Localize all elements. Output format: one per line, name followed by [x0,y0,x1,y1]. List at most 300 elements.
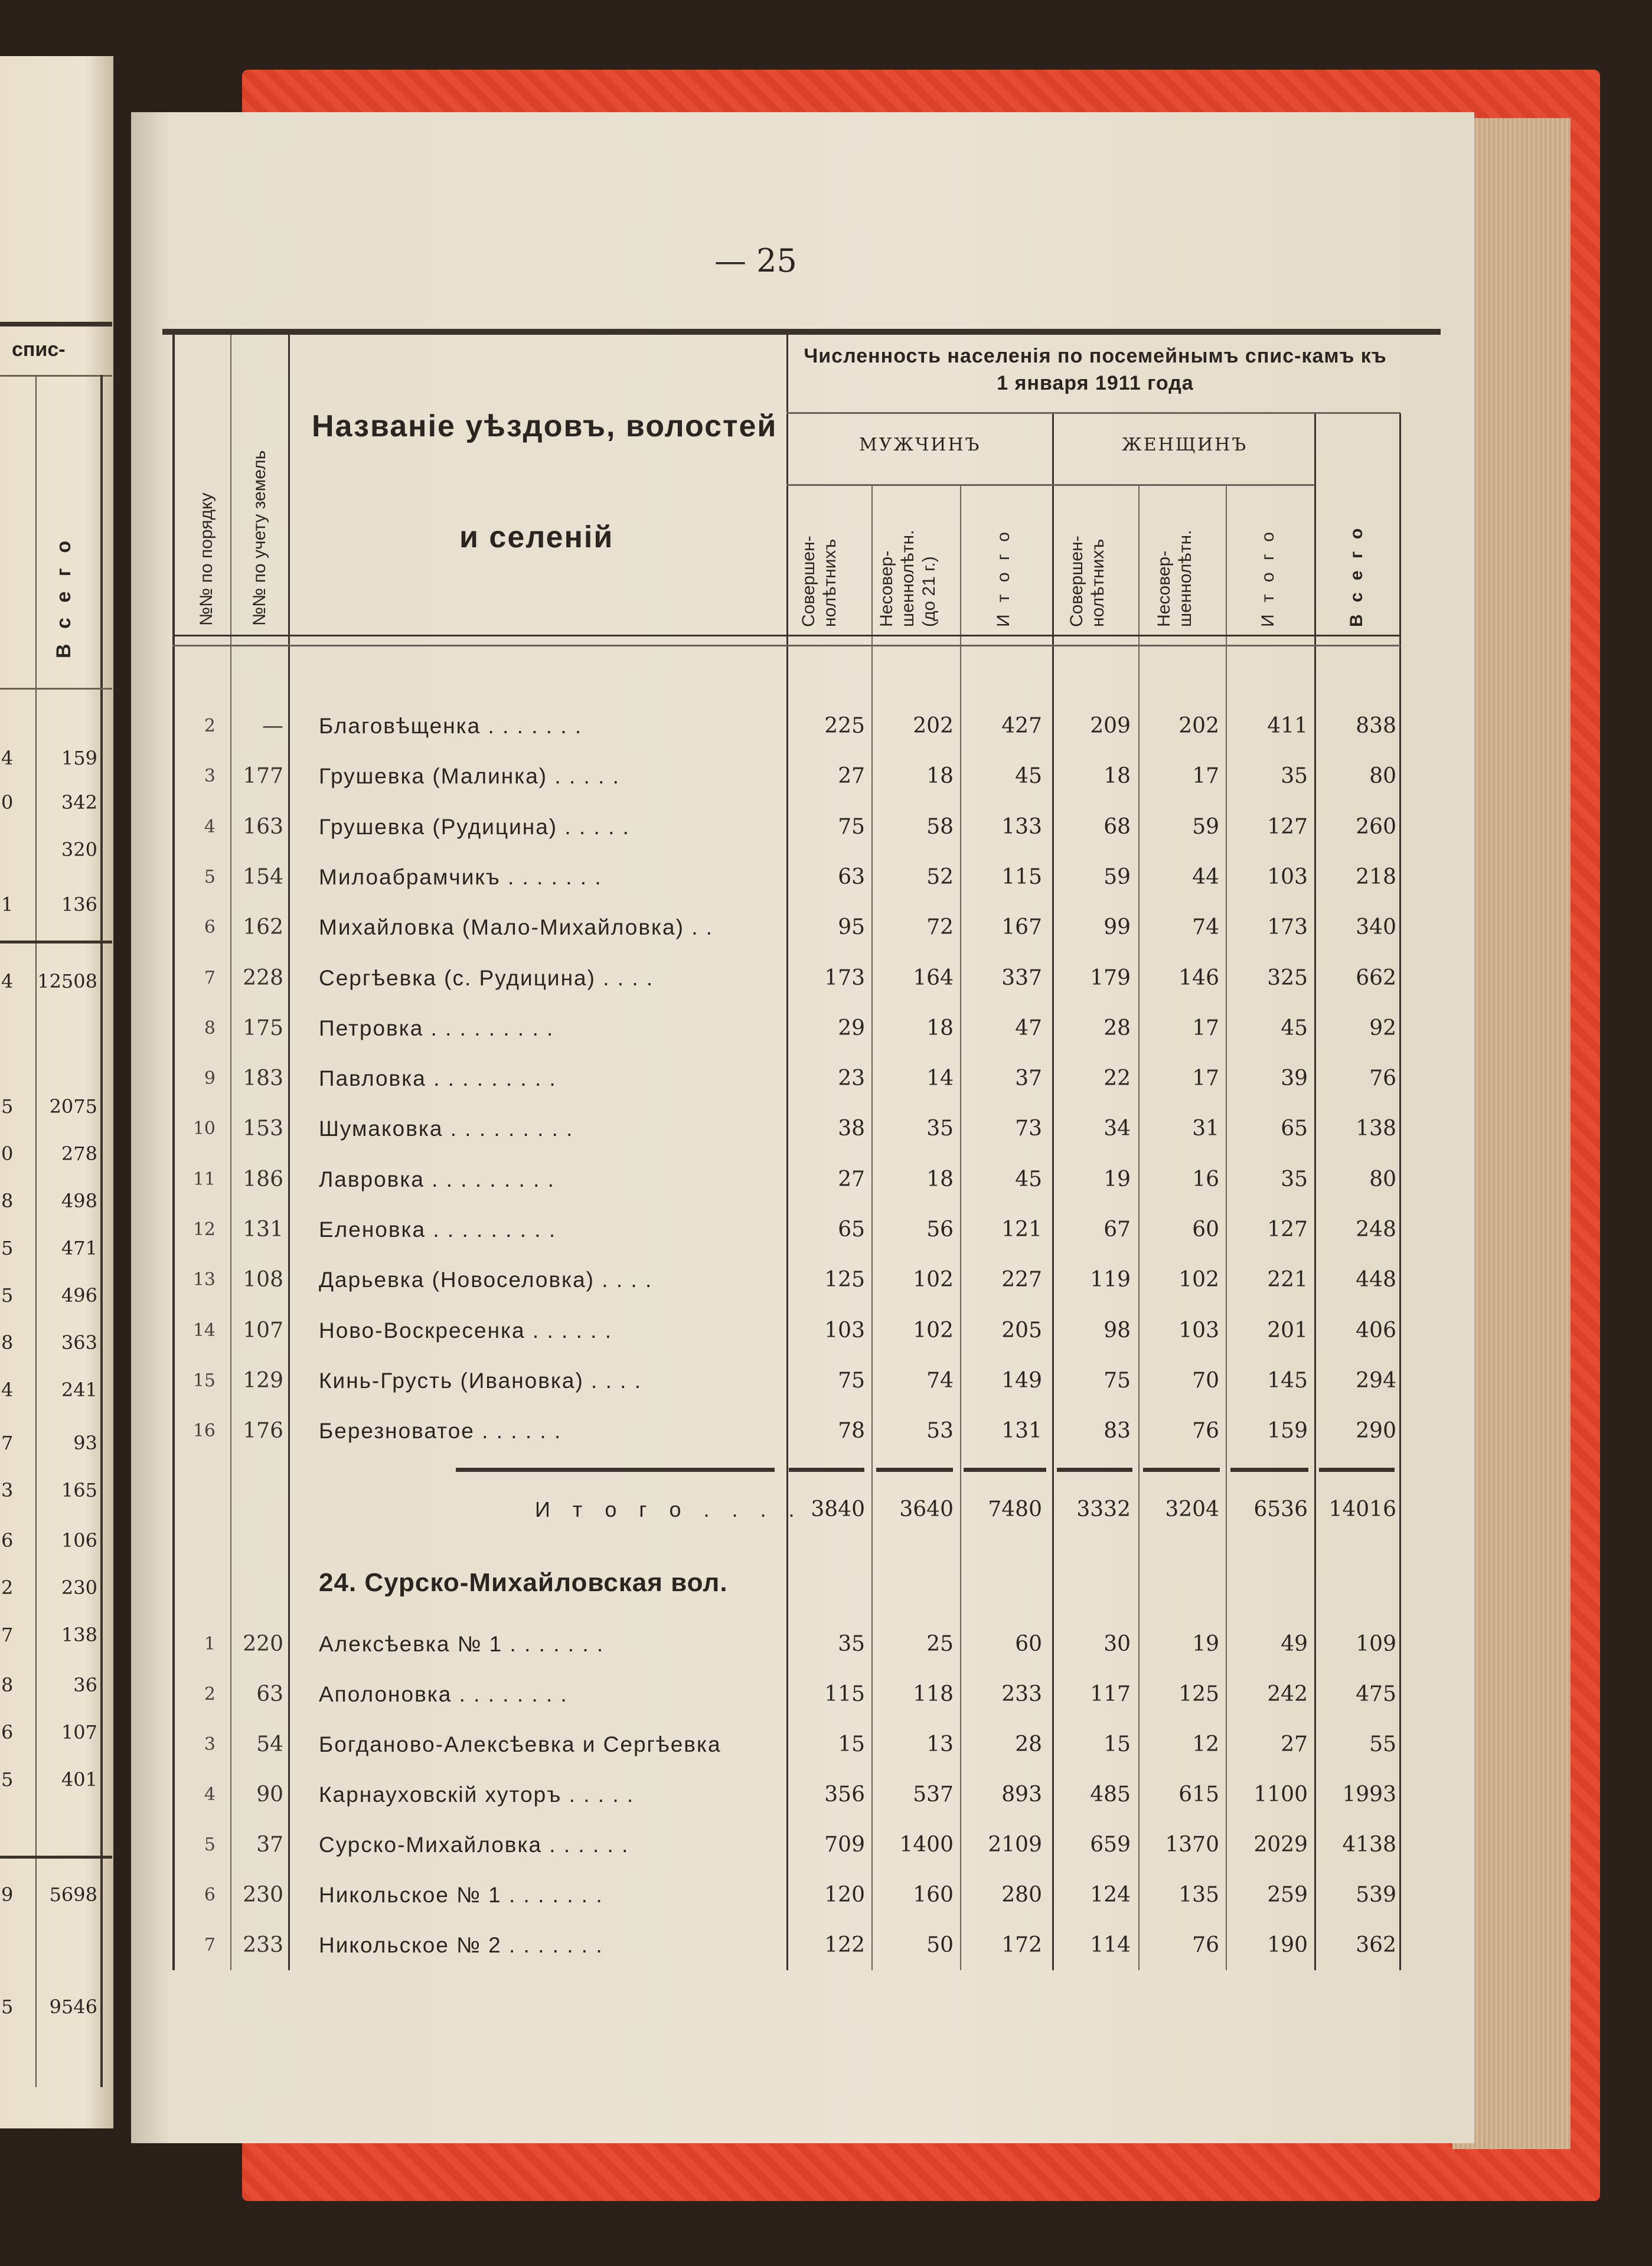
women-minor: 19 [1192,1632,1219,1656]
grand-total: 109 [1356,1632,1396,1656]
row-number: 5 [204,1834,216,1855]
table-row [177,1165,1396,1206]
land-register-number: 162 [243,915,283,940]
left-clipped-digit: 5 [1,1095,14,1118]
left-edge-rule [100,375,103,2087]
women-minor: 202 [1178,714,1219,738]
women-minor: 125 [1178,1682,1219,1706]
land-register-number: 186 [243,1167,283,1191]
women-adult: 75 [1103,1368,1131,1393]
grand-total: 362 [1356,1933,1396,1957]
men-minor: 58 [926,814,954,839]
left-column-header: В с е г о [53,536,75,658]
left-clipped-digit: 4 [1,970,14,992]
land-register-number: 183 [243,1066,283,1091]
left-clipped-digit: 4 [1,1379,14,1401]
men-total: 427 [1001,714,1042,738]
men-total: 133 [1001,814,1042,839]
men-minor: 53 [926,1419,954,1444]
women-adult: 209 [1090,714,1131,738]
row-number: 14 [192,1320,216,1341]
row-number: 6 [204,1885,216,1905]
left-total-value: 320 [61,838,97,861]
men-adult: 120 [824,1883,865,1907]
land-register-number: 54 [256,1732,283,1756]
table-row [177,1830,1396,1872]
men-minor: 118 [913,1682,954,1706]
men-minor: 202 [913,714,954,738]
table-row [177,762,1396,803]
men-adult: 29 [838,1016,865,1040]
settlement-name: Благовѣщенка . . . . . . . [319,714,583,738]
women-adult: 30 [1103,1632,1131,1656]
left-total-value: 471 [61,1237,97,1259]
men-minor: 1400 [899,1833,954,1857]
grand-total: 290 [1356,1419,1396,1444]
settlement-name: Аполоновка . . . . . . . . [319,1682,568,1706]
grand-total: 1993 [1342,1782,1396,1807]
men-total: 60 [1015,1632,1042,1656]
women-minor: 103 [1178,1318,1219,1343]
settlement-name: Дарьевка (Новоселовка) . . . . [319,1268,653,1292]
table-row [177,1416,1396,1458]
women-total: 1100 [1253,1782,1308,1807]
women-header: ЖЕНЩИНЪ [1122,435,1248,455]
grand-total: 406 [1356,1318,1396,1343]
left-total-value: 165 [61,1479,97,1501]
women-total: 173 [1267,915,1308,940]
table-row [177,1366,1396,1408]
women-minor: 70 [1192,1368,1219,1393]
total-rule-w2 [1143,1468,1220,1472]
women-minor: 16 [1192,1167,1219,1191]
left-clipped-digit: 7 [1,1432,14,1454]
table-row [177,1114,1396,1155]
settlement-name: Ново-Воскресенка . . . . . . [319,1318,612,1343]
women-total: 201 [1267,1318,1308,1343]
men-total: 47 [1015,1016,1042,1040]
women-total: 27 [1281,1732,1308,1756]
left-clipped-digit: 0 [1,791,14,814]
women-minor: 146 [1178,965,1219,990]
women-minor: 12 [1192,1732,1219,1756]
men-total: 233 [1001,1682,1042,1706]
land-register-number: 176 [243,1419,283,1444]
women-minor: 76 [1192,1933,1219,1957]
row-number: 4 [204,816,216,837]
settlement-name: Сурско-Михайловка . . . . . . [319,1833,629,1857]
left-total-value: 107 [61,1721,97,1743]
sub-header-grand: В с е г о [1347,524,1366,627]
land-register-number: 37 [256,1833,283,1857]
women-total: 145 [1267,1368,1308,1393]
women-total: 259 [1267,1883,1308,1907]
left-total-value: 363 [61,1331,97,1354]
col-header-order: №№ по порядку [197,492,216,626]
table-row [177,1014,1396,1055]
left-total-value: 106 [61,1529,97,1552]
men-total: 121 [1001,1217,1042,1242]
men-adult: 122 [824,1933,865,1957]
left-top-rule [0,322,112,326]
left-clipped-digit: 4 [1,747,14,769]
men-adult: 23 [838,1066,865,1091]
land-register-number: 154 [243,864,283,889]
land-register-number: 177 [243,764,283,789]
men-total: 280 [1001,1883,1042,1907]
men-total: 45 [1015,1167,1042,1191]
page-number: — 25 [714,242,797,279]
women-total: 159 [1267,1419,1308,1444]
population-header: Численность населенія по посемейнымъ спис-камъ къ 1 января 1911 года [804,345,1387,394]
header-rule-sex [786,484,1315,486]
land-register-number: 230 [243,1883,283,1907]
men-adult: 15 [838,1732,865,1756]
total-women-adult: 3332 [1076,1497,1131,1521]
men-total: 172 [1001,1933,1042,1957]
women-adult: 67 [1103,1217,1131,1242]
women-minor: 17 [1192,764,1219,789]
settlement-name: Михайловка (Мало-Михайловка) . . [319,915,714,940]
left-total-value: 12508 [37,970,97,992]
settlement-name: Петровка . . . . . . . . . [319,1016,554,1040]
row-number: 2 [204,1684,216,1705]
total-label: И т о г о . . . . [535,1497,803,1521]
women-adult: 114 [1090,1933,1131,1957]
grand-total: 475 [1356,1682,1396,1706]
women-adult: 15 [1103,1732,1131,1756]
women-minor: 17 [1192,1016,1219,1040]
women-adult: 98 [1103,1318,1131,1343]
women-adult: 117 [1090,1682,1131,1706]
left-total-value: 9546 [49,1996,97,2018]
men-total: 149 [1001,1368,1042,1393]
left-total-value: 159 [61,747,97,769]
header-rule-pop [786,412,1400,414]
women-total: 190 [1267,1933,1308,1957]
total-rule-m3 [964,1468,1046,1472]
row-number: 5 [204,866,216,887]
grand-total: 55 [1369,1732,1396,1756]
grand-total: 218 [1356,864,1396,889]
left-clipped-digit: 3 [1,1479,14,1501]
men-total: 115 [1001,864,1042,889]
total-women-total: 6536 [1253,1497,1308,1521]
men-adult: 709 [824,1833,865,1857]
settlement-name: Шумаковка . . . . . . . . . [319,1116,574,1141]
men-adult: 38 [838,1116,865,1141]
grand-total: 248 [1356,1217,1396,1242]
women-minor: 44 [1192,864,1219,889]
men-minor: 25 [926,1632,954,1656]
women-adult: 59 [1103,864,1131,889]
men-adult: 356 [824,1782,865,1807]
men-minor: 18 [926,764,954,789]
women-total: 221 [1267,1268,1308,1292]
men-minor: 50 [926,1933,954,1957]
left-total-value: 401 [61,1768,97,1791]
row-number: 15 [192,1370,216,1391]
table-row [177,812,1396,854]
settlement-name: Алексѣевка № 1 . . . . . . . [319,1632,605,1656]
table-row [177,863,1396,904]
table-row [177,1265,1396,1307]
land-register-number: 108 [243,1268,283,1292]
col-header-land: №№ по учету земель [250,450,269,626]
grand-total: 340 [1356,915,1396,940]
men-minor: 102 [913,1268,954,1292]
left-clipped-digit: 5 [1,1237,14,1259]
row-number: 2 [204,716,216,736]
grand-total: 80 [1369,1167,1396,1191]
grand-total: 539 [1356,1883,1396,1907]
sub-header-women-total: И т о г о [1258,528,1278,627]
grand-total: 294 [1356,1368,1396,1393]
women-total: 49 [1281,1632,1308,1656]
women-total: 103 [1267,864,1308,889]
total-row [177,1495,1396,1536]
table-row [177,913,1396,954]
left-clipped-digit: 6 [1,1529,14,1552]
grand-total: 138 [1356,1116,1396,1141]
total-all: 14016 [1328,1497,1396,1521]
men-adult: 225 [824,714,865,738]
left-clipped-digit: 8 [1,1331,14,1354]
row-number: 7 [204,1935,216,1955]
left-sum-rule-2 [0,1856,112,1859]
women-total: 325 [1267,965,1308,990]
women-total: 65 [1281,1116,1308,1141]
name-header-line1: Названіе уѣздовъ, волостей [312,409,778,443]
row-number: 11 [192,1168,216,1190]
grand-total: 662 [1356,965,1396,990]
header-bottom-rule-1 [172,635,1400,636]
women-minor: 17 [1192,1066,1219,1091]
women-total: 35 [1281,764,1308,789]
men-header: МУЖЧИНЪ [859,435,981,455]
left-total-value: 93 [73,1432,97,1454]
men-total: 227 [1001,1268,1042,1292]
land-register-number: 90 [256,1782,283,1807]
table-top-rule [162,329,1441,335]
settlement-name: Грушевка (Рудицина) . . . . . [319,814,630,839]
men-adult: 78 [838,1419,865,1444]
women-total: 45 [1281,1016,1308,1040]
men-adult: 125 [824,1268,865,1292]
men-total: 73 [1015,1116,1042,1141]
total-rule-all [1319,1468,1395,1472]
settlement-name: Павловка . . . . . . . . . [319,1066,557,1091]
settlement-name: Карнауховскій хуторъ . . . . . [319,1782,635,1807]
women-total: 127 [1267,814,1308,839]
women-minor: 102 [1178,1268,1219,1292]
men-adult: 103 [824,1318,865,1343]
row-number: 1 [204,1634,216,1654]
left-total-value: 342 [61,791,97,814]
men-adult: 63 [838,864,865,889]
table-row [177,1880,1396,1922]
table-row [177,1680,1396,1721]
men-minor: 537 [913,1782,954,1807]
left-clipped-digit: 6 [1,1721,14,1743]
men-minor: 164 [913,965,954,990]
table-left-border [172,335,175,1970]
table-row [177,1630,1396,1671]
total-rule-w3 [1230,1468,1308,1472]
men-adult: 75 [838,814,865,839]
grand-total: 80 [1369,764,1396,789]
land-register-number: 163 [243,814,283,839]
settlement-name: Еленовка . . . . . . . . . [319,1217,557,1242]
land-register-number: 228 [243,965,283,990]
left-sum-rule-1 [0,941,112,943]
left-page [0,56,113,2128]
men-minor: 74 [926,1368,954,1393]
sub-header-men-total: И т о г о [994,528,1013,627]
men-minor: 13 [926,1732,954,1756]
men-adult: 27 [838,764,865,789]
women-minor: 60 [1192,1217,1219,1242]
grand-total: 92 [1369,1016,1396,1040]
settlement-name: Никольское № 2 . . . . . . . [319,1933,603,1957]
row-number: 3 [204,1734,216,1755]
table-row [177,1730,1396,1771]
women-adult: 28 [1103,1016,1131,1040]
settlement-name: Никольское № 1 . . . . . . . [319,1883,603,1907]
women-adult: 83 [1103,1419,1131,1444]
men-minor: 52 [926,864,954,889]
left-total-value: 2075 [49,1095,97,1118]
total-rule-w1 [1057,1468,1132,1472]
men-total: 45 [1015,764,1042,789]
table-row [177,711,1396,753]
left-clipped-digit: 7 [1,1624,14,1646]
grand-total: 448 [1356,1268,1396,1292]
women-total: 242 [1267,1682,1308,1706]
table-row [177,1064,1396,1105]
women-adult: 124 [1090,1883,1131,1907]
women-minor: 59 [1192,814,1219,839]
grand-total: 260 [1356,814,1396,839]
left-clipped-digit: 1 [1,893,14,916]
row-number: 7 [204,967,216,988]
settlement-name: Лавровка . . . . . . . . . [319,1167,555,1191]
row-number: 10 [192,1118,216,1139]
left-clipped-digit: 2 [1,1576,14,1599]
women-adult: 179 [1090,965,1131,990]
row-number: 8 [204,1017,216,1039]
men-adult: 27 [838,1167,865,1191]
sub-header-men-minor: Несовер- шеннолѣтн. (до 21 г.) [877,530,939,627]
grand-total: 838 [1356,714,1396,738]
left-total-value: 241 [61,1379,97,1401]
women-adult: 99 [1103,915,1131,940]
left-total-value: 36 [73,1674,97,1696]
land-register-number: 220 [243,1632,283,1656]
women-minor: 135 [1178,1883,1219,1907]
land-register-number: — [262,714,283,738]
land-register-number: 233 [243,1933,283,1957]
table-right-border [1399,413,1401,1970]
land-register-number: 131 [243,1217,283,1242]
women-adult: 485 [1090,1782,1131,1807]
men-adult: 35 [838,1632,865,1656]
men-total: 167 [1001,915,1042,940]
men-total: 131 [1001,1419,1042,1444]
left-clipped-digit: 8 [1,1190,14,1212]
row-number: 6 [204,917,216,938]
left-clipped-digit: 5 [1,1996,14,2018]
sub-header-women-adult: Совершен- нолѣтнихъ [1067,536,1108,627]
total-men-total: 7480 [988,1497,1042,1521]
women-adult: 68 [1103,814,1131,839]
women-adult: 34 [1103,1116,1131,1141]
left-col-rule [35,375,37,2087]
left-total-value: 230 [61,1576,97,1599]
women-minor: 74 [1192,915,1219,940]
section-title: 24. Сурско-Михайловская вол. [319,1568,728,1597]
total-women-minor: 3204 [1165,1497,1219,1521]
table-row [177,1931,1396,1972]
men-adult: 65 [838,1217,865,1242]
men-minor: 56 [926,1217,954,1242]
men-total: 37 [1015,1066,1042,1091]
land-register-number: 63 [256,1682,283,1706]
men-minor: 160 [913,1883,954,1907]
settlement-name: Богданово-Алексѣевка и Сергѣевка [319,1732,721,1756]
women-minor: 615 [1178,1782,1219,1807]
row-number: 12 [192,1219,216,1240]
left-clipped-digit: 8 [1,1674,14,1696]
women-adult: 659 [1090,1833,1131,1857]
land-register-number: 153 [243,1116,283,1141]
women-adult: 18 [1103,764,1131,789]
women-minor: 76 [1192,1419,1219,1444]
total-rule-m2 [876,1468,953,1472]
left-total-value: 496 [61,1284,97,1307]
left-total-value: 5698 [49,1883,97,1906]
men-adult: 95 [838,915,865,940]
total-men-minor: 3640 [899,1497,954,1521]
men-adult: 75 [838,1368,865,1393]
men-total: 28 [1015,1732,1042,1756]
men-minor: 18 [926,1016,954,1040]
name-header-line2: и селеній [459,520,614,554]
row-number: 4 [204,1784,216,1805]
left-clipped-digit: 5 [1,1768,14,1791]
table-row [177,1316,1396,1357]
left-clipped-digit: 0 [1,1142,14,1165]
sub-header-women-minor: Несовер- шеннолѣтн. [1154,530,1195,627]
men-minor: 14 [926,1066,954,1091]
land-register-number: 129 [243,1368,283,1393]
men-total: 337 [1001,965,1042,990]
row-number: 16 [192,1421,216,1442]
row-number: 9 [204,1068,216,1089]
men-minor: 102 [913,1318,954,1343]
land-register-number: 175 [243,1016,283,1040]
men-adult: 173 [824,965,865,990]
settlement-name: Милоабрамчикъ . . . . . . . [319,864,602,889]
women-total: 2029 [1253,1833,1308,1857]
total-rule-m1 [789,1468,864,1472]
settlement-name: Березноватое . . . . . . [319,1419,562,1444]
row-number: 13 [192,1269,216,1291]
left-clipped-digit: 9 [1,1883,14,1906]
men-total: 893 [1001,1782,1042,1807]
settlement-name: Грушевка (Малинка) . . . . . [319,764,620,789]
men-total: 2109 [988,1833,1042,1857]
